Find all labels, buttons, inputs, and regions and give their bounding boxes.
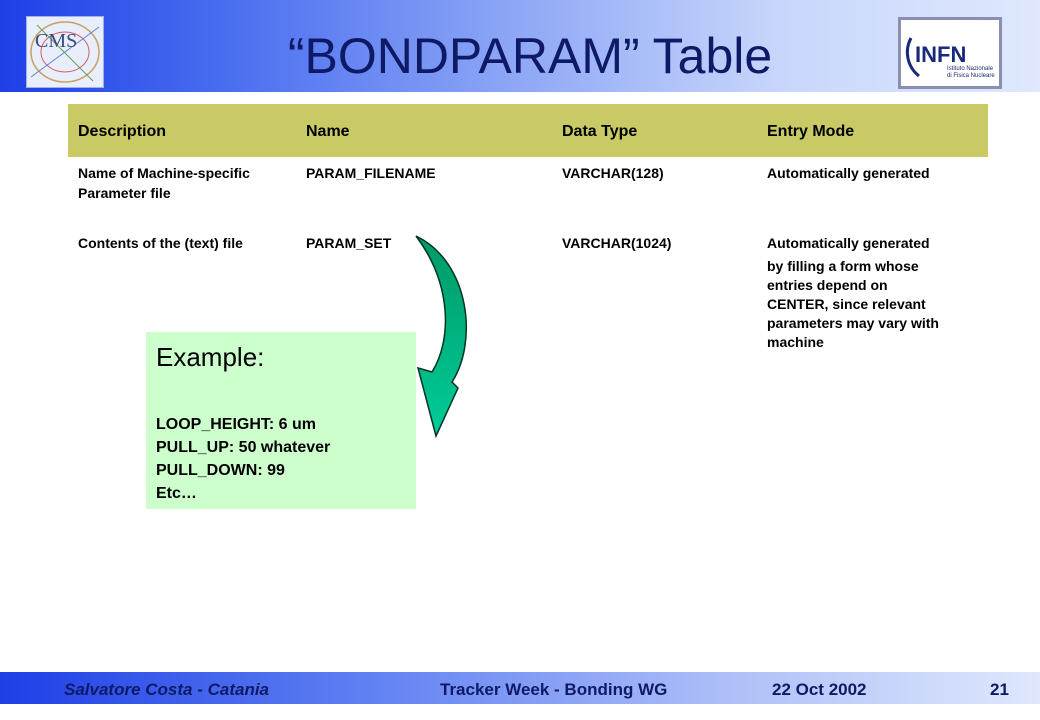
example-line-pull-down: PULL_DOWN: 99 bbox=[156, 462, 285, 479]
footer-author: Salvatore Costa - Catania bbox=[64, 680, 270, 699]
column-header-name: Name bbox=[306, 123, 350, 140]
example-title: Example: bbox=[156, 342, 265, 372]
infn-logo-subtext-2: di Fisica Nucleare bbox=[947, 73, 995, 79]
row-2-description: Contents of the (text) file bbox=[78, 235, 243, 251]
row-1-description-line-1: Name of Machine-specific bbox=[78, 165, 250, 181]
row-1-data-type: VARCHAR(128) bbox=[562, 165, 664, 181]
cms-logo-text: CMS bbox=[35, 30, 78, 52]
curved-arrow-icon bbox=[412, 232, 482, 447]
footer-event: Tracker Week - Bonding WG bbox=[440, 680, 668, 699]
footer-date: 22 Oct 2002 bbox=[772, 680, 867, 699]
cms-logo-graphic bbox=[27, 17, 103, 87]
example-line-loop-height: LOOP_HEIGHT: 6 um bbox=[156, 416, 317, 433]
row-2-entry-mode-detail-4: parameters may vary with bbox=[767, 315, 939, 331]
page-title: “BONDPARAM” Table bbox=[287, 28, 773, 84]
column-header-entry-mode: Entry Mode bbox=[767, 123, 855, 140]
row-2-entry-mode-detail-3: CENTER, since relevant bbox=[767, 296, 926, 312]
cms-logo bbox=[26, 16, 104, 88]
row-2-name: PARAM_SET bbox=[306, 235, 392, 251]
row-2-entry-mode-detail-1: by filling a form whose bbox=[767, 258, 919, 274]
row-2-entry-mode-detail-2: entries depend on bbox=[767, 277, 888, 293]
column-header-description: Description bbox=[78, 123, 167, 140]
example-line-pull-up: PULL_UP: 50 whatever bbox=[156, 439, 331, 456]
column-header-data-type: Data Type bbox=[562, 123, 638, 140]
infn-logo-graphic bbox=[901, 20, 999, 86]
infn-logo-subtext-1: Istituto Nazionale bbox=[947, 66, 994, 72]
row-2-entry-mode: Automatically generated bbox=[767, 235, 930, 251]
example-line-etc: Etc… bbox=[156, 485, 197, 502]
infn-logo-text: INFN bbox=[915, 42, 967, 67]
infn-logo bbox=[898, 17, 1002, 89]
footer-page-number: 21 bbox=[990, 680, 1009, 699]
row-2-entry-mode-detail-5: machine bbox=[767, 334, 824, 350]
row-1-name: PARAM_FILENAME bbox=[306, 165, 436, 181]
row-1-description-line-2: Parameter file bbox=[78, 185, 171, 201]
row-2-data-type: VARCHAR(1024) bbox=[562, 235, 672, 251]
row-1-entry-mode: Automatically generated bbox=[767, 165, 930, 181]
